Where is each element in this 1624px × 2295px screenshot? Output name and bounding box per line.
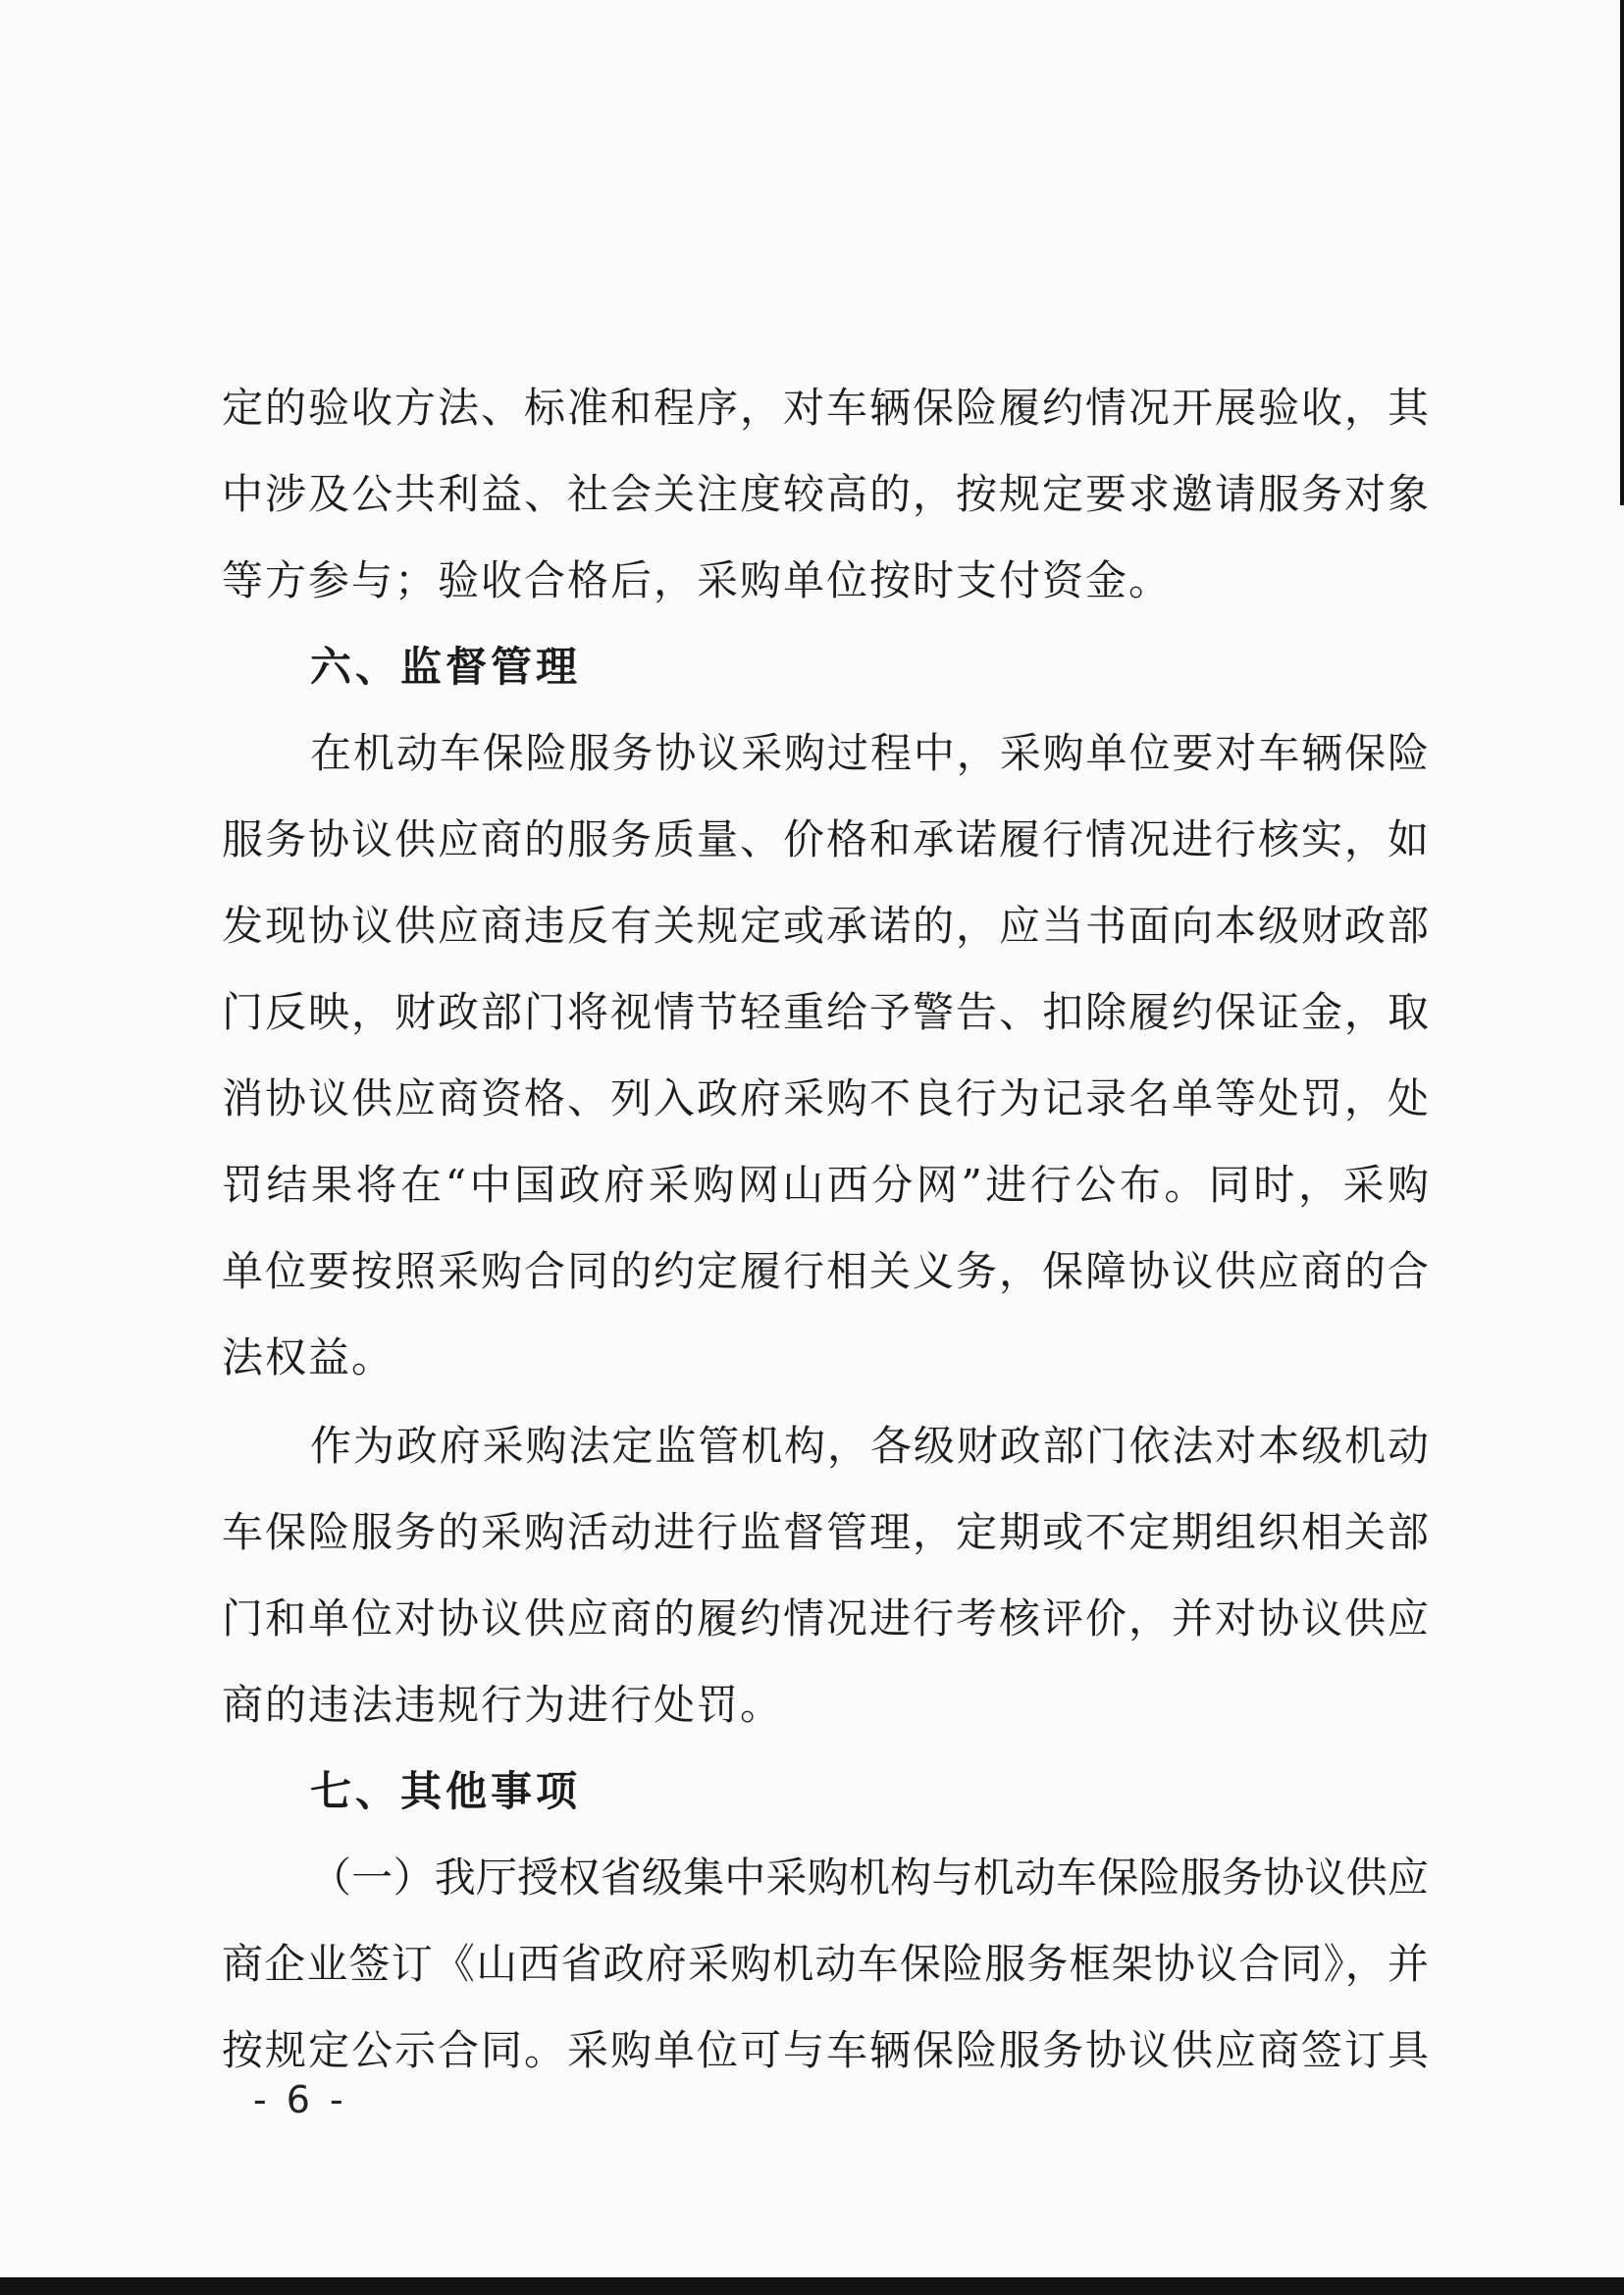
text-line: 定的验收方法、标准和程序，对车辆保险履约情况开展验收，其 xyxy=(222,384,1429,432)
text-line: 服务协议供应商的服务质量、价格和承诺履行情况进行核实，如 xyxy=(222,815,1429,863)
text-line: 发现协议供应商违反有关规定或承诺的，应当书面向本级财政部 xyxy=(222,902,1429,950)
text-line: 消协议供应商资格、列入政府采购不良行为记录名单等处罚，处 xyxy=(222,1074,1429,1122)
text-line: 车保险服务的采购活动进行监督管理，定期或不定期组织相关部 xyxy=(222,1508,1429,1556)
section-heading-supervision: 六、监督管理 xyxy=(310,643,582,691)
document-body xyxy=(222,365,1429,2094)
text-line: 门反映，财政部门将视情节轻重给予警告、扣除履约保证金，取 xyxy=(222,988,1429,1036)
scan-border-bottom xyxy=(0,2277,1624,2295)
scan-border-right xyxy=(1620,0,1624,505)
text-line: 商的违法违规行为进行处罚。 xyxy=(222,1681,784,1729)
text-line: 法权益。 xyxy=(222,1333,395,1382)
text-line: 商企业签订《山西省政府采购机动车保险服务框架协议合同》，并 xyxy=(222,1940,1429,1988)
text-line: （一）我厅授权省级集中采购机构与机动车保险服务协议供应 xyxy=(310,1853,1429,1902)
text-line: 作为政府采购法定监管机构，各级财政部门依法对本级机动 xyxy=(310,1422,1429,1470)
page-number: - 6 - xyxy=(253,2078,347,2121)
text-line: 门和单位对协议供应商的履约情况进行考核评价，并对协议供应 xyxy=(222,1594,1429,1643)
text-line: 单位要按照采购合同的约定履行相关义务，保障协议供应商的合 xyxy=(222,1247,1429,1295)
text-line: 等方参与；验收合格后，采购单位按时支付资金。 xyxy=(222,556,1173,604)
text-line: 在机动车保险服务协议采购过程中，采购单位要对车辆保险 xyxy=(310,729,1429,777)
section-heading-other-matters: 七、其他事项 xyxy=(310,1767,582,1815)
text-line: 按规定公示合同。采购单位可与车辆保险服务协议供应商签订具 xyxy=(222,2026,1429,2074)
text-line: 中涉及公共利益、社会关注度较高的，按规定要求邀请服务对象 xyxy=(222,470,1429,518)
text-line: 罚结果将在“中国政府采购网山西分网”进行公布。同时，采购 xyxy=(222,1161,1429,1209)
